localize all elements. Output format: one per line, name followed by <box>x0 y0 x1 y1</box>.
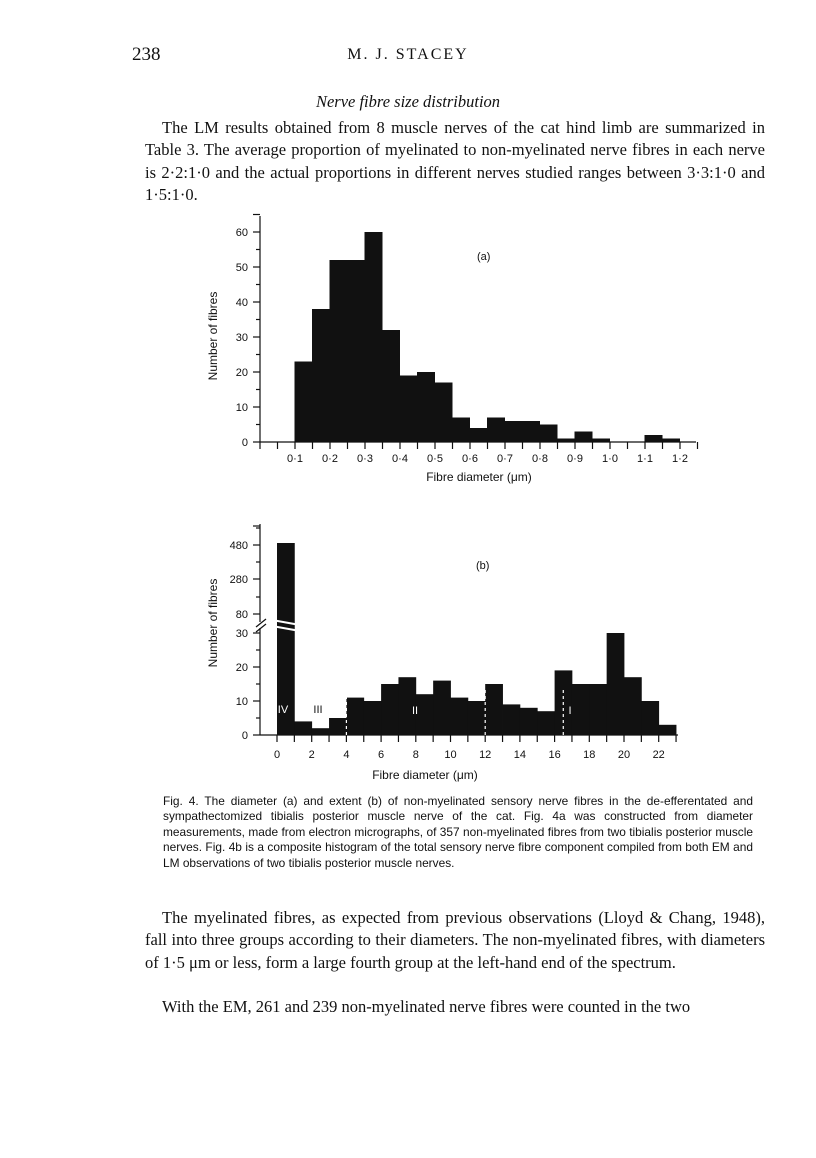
figure-caption: Fig. 4. The diameter (a) and extent (b) of non-myelinated sensory nerve fibres in the de-efferentated and sympathectomized tibialis posterior muscle nerve of the cat. Fig. 4a was constructed from diameter measurements, made from electron micrographs, of 357 non-myelinated fibres from two tibialis posterior muscle nerves. Fig. 4b is a composite histogram of the total sensory nerve fibre component compiled from both EM and LM observations of two tibialis posterior muscle nerves. <box>163 794 753 870</box>
x-axis-title-b: Fibre diameter (μm) <box>372 768 478 782</box>
x-tick-label-b: 16 <box>548 749 561 761</box>
y-tick-label-a: 20 <box>235 367 248 379</box>
x-tick-label-a: 1·1 <box>637 453 653 465</box>
x-tick-label-a: 0·8 <box>532 453 548 465</box>
histogram-a <box>206 215 698 485</box>
section-title: Nerve fibre size distribution <box>315 92 501 111</box>
group-label-iv: IV <box>277 704 289 716</box>
bar-a-11 <box>487 418 505 443</box>
bar-b-6 <box>381 684 399 735</box>
x-tick-label-b: 0 <box>273 749 281 761</box>
running-head: M. J. STACEY <box>347 46 469 63</box>
bar-b-11 <box>468 701 486 735</box>
group-label-i: I <box>568 705 572 717</box>
histogram-b <box>206 524 678 782</box>
bar-b-17 <box>572 684 590 735</box>
y-tick-label-a: 30 <box>235 332 248 344</box>
bar-a-2 <box>330 260 348 442</box>
bar-a-5 <box>382 330 400 442</box>
bar-a-0 <box>295 362 313 443</box>
y-tick-label-b: 20 <box>235 662 248 674</box>
x-tick-label-a: 1·2 <box>672 453 688 465</box>
bar-b-10 <box>451 698 469 735</box>
bar-a-13 <box>522 421 540 442</box>
bar-b-8 <box>416 694 434 735</box>
bar-a-4 <box>365 232 383 442</box>
bar-a-9 <box>452 418 470 443</box>
panel-label-b: (b) <box>476 560 490 572</box>
x-tick-label-b: 12 <box>479 749 492 761</box>
y-tick-label-a: 40 <box>235 297 248 309</box>
x-tick-label-a: 0·2 <box>322 453 338 465</box>
x-tick-label-b: 20 <box>617 749 631 761</box>
y-axis-title-b: Number of fibres <box>206 578 220 668</box>
bar-b-22 <box>659 725 677 735</box>
bar-b-12 <box>485 684 503 735</box>
page-number: 238 <box>132 44 161 65</box>
body-paragraph-3: With the EM, 261 and 239 non-myelinated nerve fibres were counted in the two <box>162 997 691 1016</box>
x-tick-label-a: 1·0 <box>602 453 618 465</box>
bar-b-5 <box>364 701 382 735</box>
bar-a-10 <box>470 428 488 442</box>
bar-a-8 <box>435 383 453 443</box>
y-tick-label-a: 60 <box>235 227 248 239</box>
bar-b-13 <box>503 704 521 735</box>
bar-b-1 <box>294 721 312 735</box>
x-tick-label-b: 8 <box>412 749 419 761</box>
y-tick-label-a: 50 <box>235 262 248 274</box>
x-tick-label-b: 22 <box>652 749 665 761</box>
bar-a-7 <box>417 372 435 442</box>
bar-a-14 <box>540 425 558 443</box>
x-tick-label-b: 4 <box>343 749 350 761</box>
bar-b-19 <box>607 633 625 735</box>
x-tick-label-b: 14 <box>513 749 527 761</box>
y-tick-label-b: 280 <box>229 574 248 586</box>
x-tick-label-a: 0·6 <box>462 453 478 465</box>
x-tick-label-b: 2 <box>308 749 315 761</box>
bar-a-20 <box>645 435 663 442</box>
bar-a-3 <box>347 260 365 442</box>
x-tick-label-a: 0·1 <box>287 453 303 465</box>
x-tick-label-b: 18 <box>583 749 596 761</box>
x-tick-label-b: 6 <box>378 749 385 761</box>
bar-b-3 <box>329 718 347 735</box>
x-tick-label-a: 0·4 <box>392 453 408 465</box>
x-tick-label-a: 0·7 <box>497 453 513 465</box>
x-tick-label-a: 0·5 <box>427 453 443 465</box>
y-tick-label-b: 80 <box>235 609 248 621</box>
bar-b-18 <box>589 684 607 735</box>
group-label-ii: II <box>411 705 419 717</box>
bar-a-16 <box>575 432 593 443</box>
x-tick-label-b: 10 <box>444 749 457 761</box>
group-label-iii: III <box>313 704 323 716</box>
x-tick-label-a: 0·3 <box>357 453 373 465</box>
x-axis-title-a: Fibre diameter (μm) <box>426 470 532 484</box>
bar-b-20 <box>624 677 642 735</box>
y-tick-label-a: 10 <box>235 402 248 414</box>
y-tick-label-a: 0 <box>241 437 248 449</box>
bar-b-21 <box>641 701 659 735</box>
bar-a-1 <box>312 309 330 442</box>
y-axis-title-a: Number of fibres <box>206 291 220 381</box>
bar-b-4 <box>346 698 364 735</box>
x-tick-label-a: 0·9 <box>567 453 583 465</box>
y-tick-label-b: 0 <box>241 730 248 742</box>
bar-b-14 <box>520 708 538 735</box>
panel-label-a: (a) <box>477 251 491 263</box>
body-paragraph-1: The LM results obtained from 8 muscle nerves of the cat hind limb are summarized in Table 3. The average proportion of myelinated to non-myelinated nerve fibres in each nerve is 2·2:1·0 and the actual proportions in different nerves studied ranges between 3·3:1·0 and 1·5:1·0. <box>145 118 765 204</box>
body-paragraph-2: The myelinated fibres, as expected from previous observations (Lloyd & Chang, 1948), fall into three groups according to their diameters. The non-myelinated fibres, with diameters of 1·5 μm or less, form a large fourth group at the left-hand end of the spectrum. <box>145 908 765 972</box>
bar-b-2 <box>312 728 330 735</box>
y-tick-label-b: 10 <box>235 696 248 708</box>
bar-b-9 <box>433 681 451 735</box>
y-tick-label-b: 30 <box>235 628 248 640</box>
y-tick-label-b: 480 <box>229 540 248 552</box>
bar-a-12 <box>505 421 523 442</box>
bar-b-15 <box>537 711 555 735</box>
bar-a-6 <box>400 376 418 443</box>
